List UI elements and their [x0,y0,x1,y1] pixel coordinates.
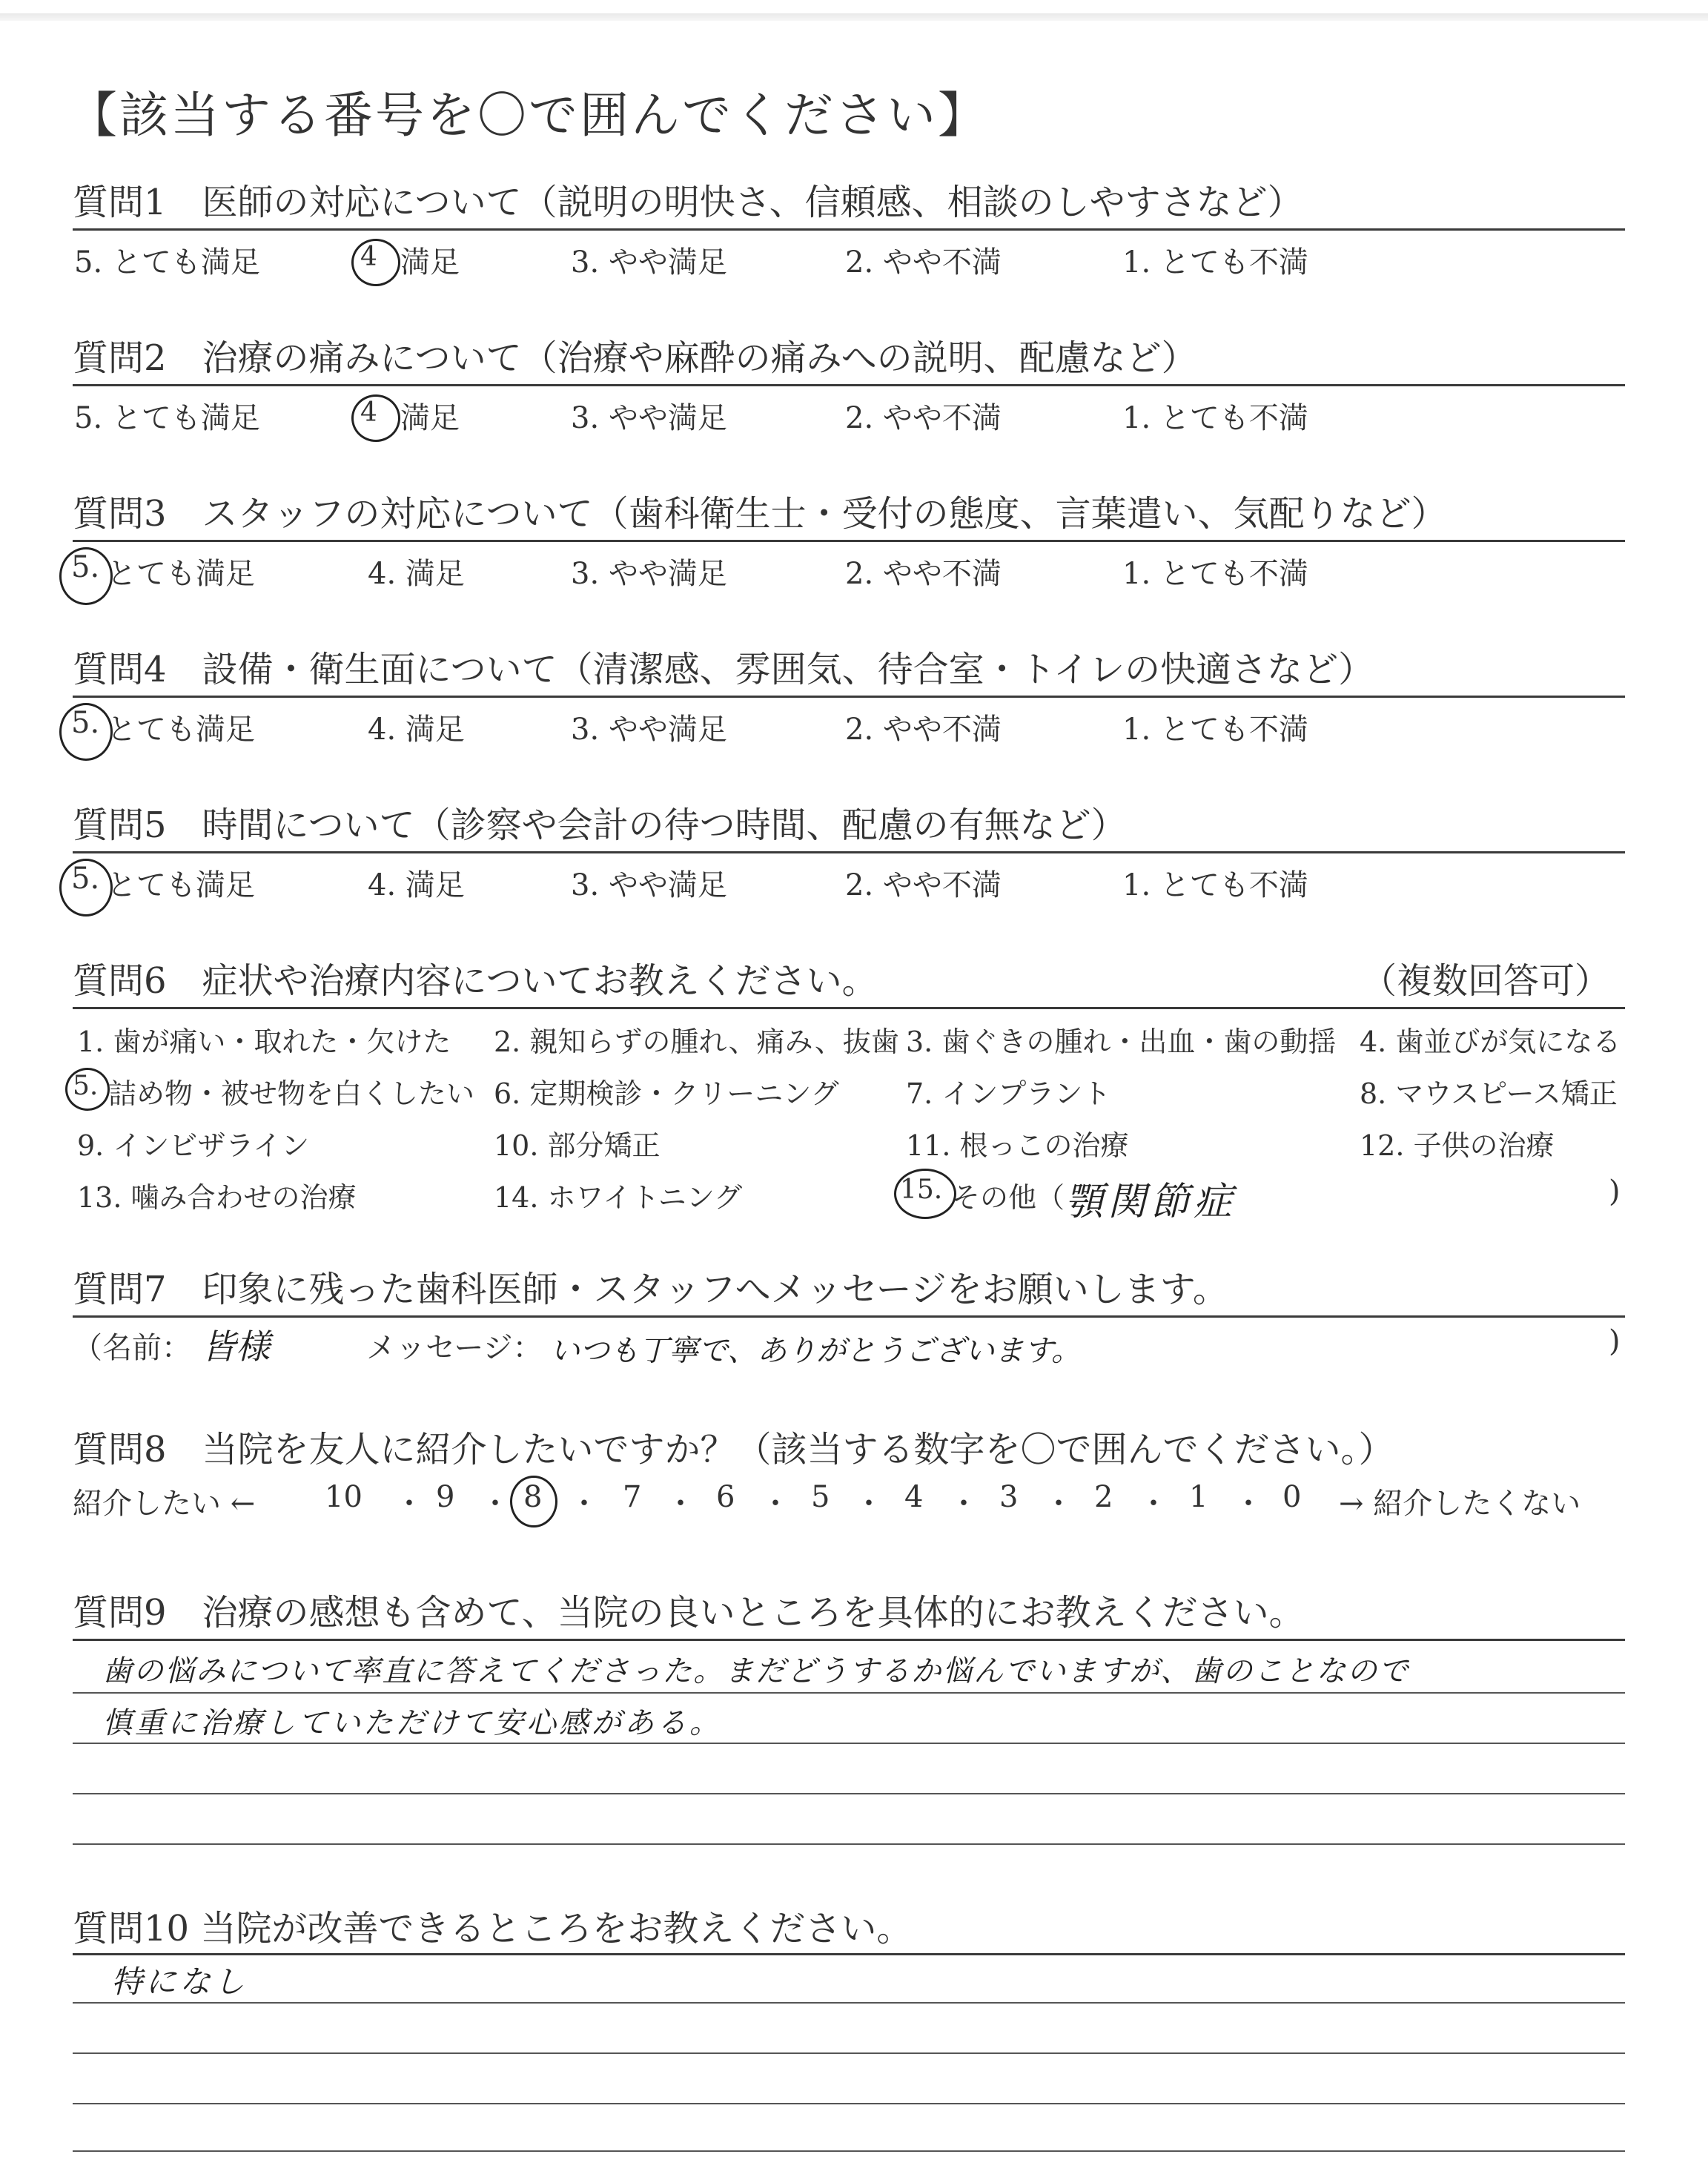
scan-top-edge [0,13,1708,21]
q8-scale-4[interactable]: 4 [904,1480,924,1514]
q8-dot: ・ [854,1487,884,1521]
q4-selected-number: 5. [71,706,100,740]
question-1-rule [73,228,1625,231]
question-2-rule [73,384,1625,386]
q1-option-3[interactable]: 3. やや満足 [571,245,727,280]
q5-option-4[interactable]: 4. 満足 [368,868,465,902]
q1-selected-number: 4 [360,242,377,272]
q6-item-4[interactable]: 4. 歯並びが気になる [1360,1025,1621,1058]
q8-dot: ・ [480,1487,510,1521]
q10-answer-line-rule [73,2052,1625,2054]
question-6-rule [73,1007,1625,1009]
q8-dot: ・ [1234,1487,1263,1521]
question-7-rule [73,1315,1625,1318]
q6-other-close-paren: ) [1609,1175,1621,1209]
q8-dot: ・ [394,1487,424,1521]
q8-scale-10[interactable]: 10 [325,1480,363,1514]
question-8-text: 質問8 当院を友人に紹介したいですか？（該当する数字を〇で囲んでください。） [73,1429,1394,1470]
q6-item-12[interactable]: 12. 子供の治療 [1360,1129,1555,1162]
q6-item-3[interactable]: 3. 歯ぐきの腫れ・出血・歯の動揺 [906,1025,1337,1058]
q3-option-5[interactable]: とても満足 [107,557,255,591]
q6-item-1[interactable]: 1. 歯が痛い・取れた・欠けた [77,1025,451,1058]
q1-option-1[interactable]: 1. とても不満 [1122,245,1308,280]
q8-dot: ・ [569,1487,599,1521]
q5-option-1[interactable]: 1. とても不満 [1122,868,1308,902]
q9-answer-line-rule [73,1692,1625,1694]
q7-name-label: （名前： [73,1331,191,1365]
q3-option-2[interactable]: 2. やや不満 [845,557,1002,591]
question-9-rule [73,1639,1625,1641]
q6-item-14[interactable]: 14. ホワイトニング [494,1181,743,1214]
q10-answer-line-rule [73,2103,1625,2104]
q4-option-5[interactable]: とても満足 [107,713,255,747]
q10-answer[interactable]: 特になし [111,1964,248,2000]
q10-answer-line-rule [73,2002,1625,2004]
q6-item-5-number: 5. [73,1071,99,1101]
question-4-text: 質問4 設備・衛生面について（清潔感、雰囲気、待合室・トイレの快適さなど） [73,649,1374,690]
q2-option-5[interactable]: 5. とても満足 [74,401,260,435]
q5-selected-number: 5. [71,862,100,896]
q8-scale-1[interactable]: 1 [1189,1480,1208,1514]
q7-message-value[interactable]: いつも丁寧で、ありがとうございます。 [550,1334,1081,1368]
question-10-rule [73,1953,1625,1955]
q8-scale-9[interactable]: 9 [436,1480,455,1514]
q1-option-4[interactable]: 満足 [400,245,460,280]
q2-option-2[interactable]: 2. やや不満 [845,401,1002,435]
q3-option-1[interactable]: 1. とても不満 [1122,557,1308,591]
question-9-text: 質問9 治療の感想も含めて、当院の良いところを具体的にお教えください。 [73,1592,1305,1634]
q3-option-3[interactable]: 3. やや満足 [571,557,727,591]
q4-option-3[interactable]: 3. やや満足 [571,713,727,747]
q9-answer-line-rule [73,1843,1625,1845]
q5-option-2[interactable]: 2. やや不満 [845,868,1002,902]
q9-answer-line-rule [73,1793,1625,1794]
q8-scale-5[interactable]: 5 [811,1480,830,1514]
q7-message-label: メッセージ： [366,1331,543,1365]
q6-item-11[interactable]: 11. 根っこの治療 [906,1129,1129,1162]
q8-right-label: → 紹介したくない [1339,1487,1581,1521]
q9-answer-line-1[interactable]: 歯の悩みについて率直に答えてくださった。まだどうするか悩んでいますが、歯のことなので [102,1654,1410,1688]
q3-option-4[interactable]: 4. 満足 [368,557,465,591]
question-1-text: 質問1 医師の対応について（説明の明快さ、信頼感、相談のしやすさなど） [73,182,1303,223]
q1-option-5[interactable]: 5. とても満足 [74,245,260,280]
q2-option-1[interactable]: 1. とても不満 [1122,401,1308,435]
q6-other-handwritten-answer: 顎関節症 [1065,1180,1237,1224]
q3-selected-number: 5. [71,550,100,584]
q2-option-3[interactable]: 3. やや満足 [571,401,727,435]
q4-option-1[interactable]: 1. とても不満 [1122,713,1308,747]
question-6-note: （複数回答可） [1361,960,1611,1002]
q8-left-label: 紹介したい ← [73,1487,256,1521]
q2-selected-number: 4 [360,397,377,428]
q9-answer-line-2[interactable]: 慎重に治療していただけて安心感がある。 [102,1706,722,1740]
question-3-rule [73,540,1625,542]
q8-scale-6[interactable]: 6 [716,1480,735,1514]
q1-option-2[interactable]: 2. やや不満 [845,245,1002,280]
question-4-rule [73,696,1625,698]
q8-dot: ・ [761,1487,790,1521]
question-5-rule [73,851,1625,853]
q9-answer-line-rule [73,1743,1625,1744]
q5-option-5[interactable]: とても満足 [107,868,255,902]
q7-close-paren: ) [1609,1324,1621,1358]
q8-scale-7[interactable]: 7 [623,1480,642,1514]
question-6-text: 質問6 症状や治療内容についてお教えください。 [73,960,878,1002]
question-7-text: 質問7 印象に残った歯科医師・スタッフへメッセージをお願いします。 [73,1269,1228,1310]
question-10-text: 質問10 当院が改善できるところをお教えください。 [73,1908,913,1949]
q6-item-6[interactable]: 6. 定期検診・クリーニング [494,1077,839,1110]
q4-option-2[interactable]: 2. やや不満 [845,713,1002,747]
q8-scale-0[interactable]: 0 [1282,1480,1302,1514]
q8-dot: ・ [949,1487,979,1521]
q6-item-13[interactable]: 13. 噛み合わせの治療 [77,1181,357,1214]
q8-scale-2[interactable]: 2 [1094,1480,1113,1514]
q2-option-4[interactable]: 満足 [400,401,460,435]
q4-option-4[interactable]: 4. 満足 [368,713,465,747]
q5-option-3[interactable]: 3. やや満足 [571,868,727,902]
q8-scale-8[interactable]: 8 [523,1480,543,1514]
q6-item-15-other-label[interactable]: その他（ [952,1181,1065,1214]
question-3-text: 質問3 スタッフの対応について（歯科衛生士・受付の態度、言葉遣い、気配りなど） [73,493,1447,535]
q8-dot: ・ [1044,1487,1073,1521]
q6-item-15-number: 15. [900,1175,943,1205]
q10-answer-line-rule [73,2150,1625,2152]
q6-item-8[interactable]: 8. マウスピース矯正 [1360,1077,1618,1110]
q8-dot: ・ [1139,1487,1168,1521]
q8-dot: ・ [666,1487,695,1521]
q8-scale-3[interactable]: 3 [999,1480,1019,1514]
q6-item-5[interactable]: 詰め物・被せ物を白くしたい [108,1077,475,1110]
q6-item-2[interactable]: 2. 親知らずの腫れ、痛み、抜歯 [494,1025,899,1058]
q6-item-9[interactable]: 9. インビザライン [77,1129,310,1162]
question-5-text: 質問5 時間について（診察や会計の待つ時間、配慮の有無など） [73,805,1127,846]
q7-name-value[interactable]: 皆様 [202,1327,270,1367]
form-instruction-title: 【該当する番号を〇で囲んでください】 [68,87,989,144]
q6-item-7[interactable]: 7. インプラント [906,1077,1111,1110]
question-2-text: 質問2 治療の痛みについて（治療や麻酔の痛みへの説明、配慮など） [73,337,1197,379]
q6-item-10[interactable]: 10. 部分矯正 [494,1129,661,1162]
